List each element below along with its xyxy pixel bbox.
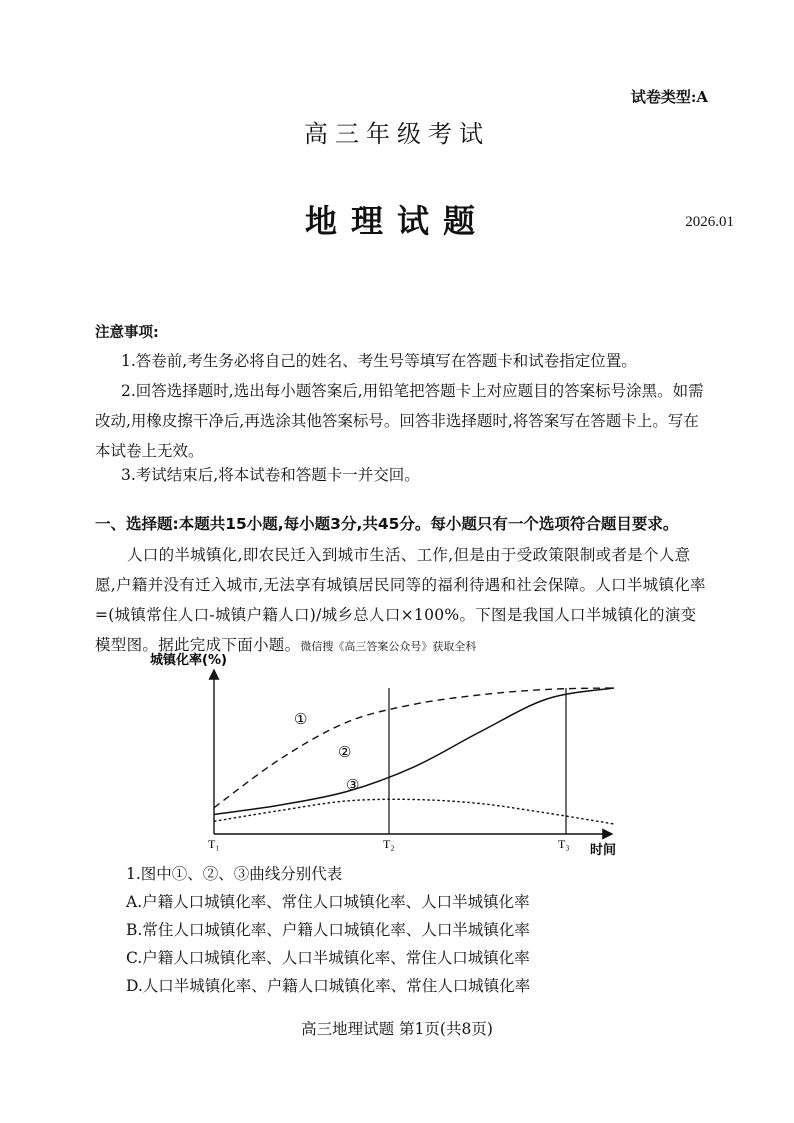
- curve-2-line: [214, 688, 614, 815]
- option-b: B.常住人口城镇化率、户籍人口城镇化率、人口半城镇化率: [126, 921, 530, 939]
- curve-3-line: [214, 799, 614, 824]
- question-stem: 1.图中①、②、③曲线分别代表: [126, 865, 343, 883]
- passage-text: 人口的半城镇化,即农民迁入到城市生活、工作,但是由于受政策限制或者是个人意愿,户籍并没有迁入城市,无法享有城镇居民同等的福利待遇和社会保障。人口半城镇化率=(城镇常住人口-城镇户籍人口)/城乡总人口×100%。下图是我国人口半城镇化的演变模型图。据此完成下面小题。: [95, 546, 706, 654]
- page-footer: 高三地理试题 第1页(共8页): [301, 1020, 493, 1038]
- exam-name: 高三年级考试: [304, 120, 490, 148]
- option-a: A.户籍人口城镇化率、常住人口城镇化率、人口半城镇化率: [126, 893, 530, 911]
- notice-item: 2.回答选择题时,选出每小题答案后,用铅笔把答题卡上对应题目的答案标号涂黑。如需改动,用橡皮擦干净后,再选涂其他答案标号。回答非选择题时,将答案写在答题卡上。写在本试卷上无效。: [95, 382, 704, 460]
- notice-item: 1.答卷前,考生务必将自己的姓名、考生号等填写在答题卡和试卷指定位置。: [121, 352, 637, 370]
- option-c: C.户籍人口城镇化率、人口半城镇化率、常住人口城镇化率: [126, 949, 530, 967]
- paper-type-label: 试卷类型:A: [630, 88, 708, 106]
- tick-label-t3: T₃: [558, 837, 570, 851]
- y-axis-label: 城镇化率(%): [150, 653, 227, 668]
- curve-1-line: [214, 688, 614, 808]
- option-d: D.人口半城镇化率、户籍人口城镇化率、常住人口城镇化率: [126, 977, 531, 995]
- urbanization-model-chart: [150, 644, 630, 860]
- notice-item: 3.考试结束后,将本试卷和答题卡一并交回。: [121, 466, 420, 484]
- watermark-note: 微信搜《高三答案公众号》获取全科: [300, 640, 477, 653]
- curve-label-1: ①: [294, 710, 308, 728]
- tick-label-t2: T₂: [383, 837, 395, 851]
- tick-label-t1: T₁: [208, 837, 220, 851]
- notice-heading: 注意事项:: [95, 325, 159, 341]
- curve-label-2: ②: [338, 743, 352, 761]
- subject-title: 地理试题: [304, 202, 489, 240]
- curve-label-3: ③: [346, 776, 360, 794]
- section-heading: 一、选择题:本题共15小题,每小题3分,共45分。每小题只有一个选项符合题目要求。: [95, 515, 679, 533]
- x-axis-label: 时间: [590, 843, 617, 858]
- exam-date: 2026.01: [685, 214, 734, 230]
